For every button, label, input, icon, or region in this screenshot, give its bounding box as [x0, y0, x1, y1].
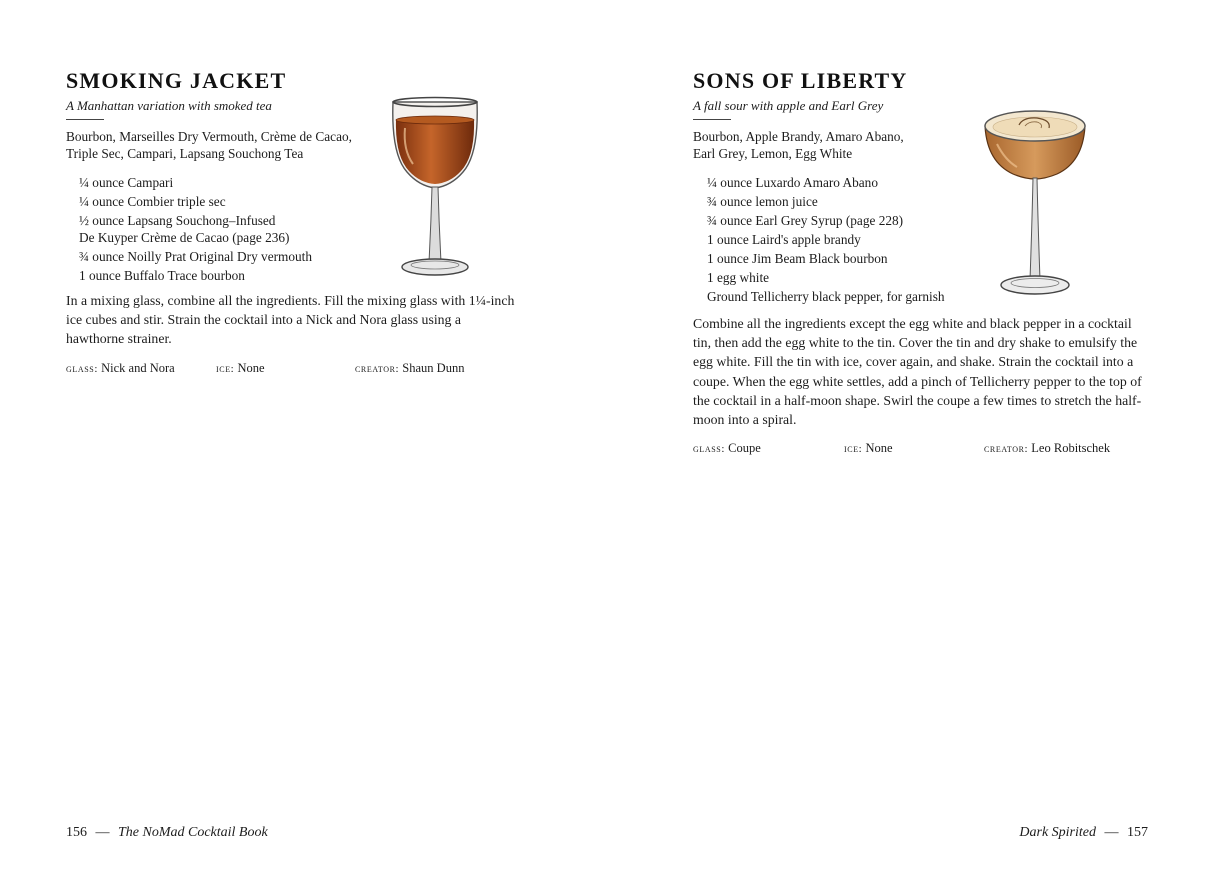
ingredient-item: ¾ ounce Earl Grey Syrup (page 228)	[707, 213, 904, 228]
title-rule	[693, 119, 731, 120]
ingredient-item: ¼ ounce Combier triple sec	[79, 194, 226, 209]
meta-label: glass:	[66, 363, 98, 375]
footer-dash: —	[95, 825, 110, 840]
page-number: 156	[66, 825, 87, 840]
recipe-subtitle: A fall sour with apple and Earl Grey	[693, 98, 884, 113]
page-footer	[1019, 824, 1148, 842]
ingredient-item: 1 ounce Buffalo Trace bourbon	[79, 268, 245, 283]
meta-value: None	[865, 441, 893, 455]
ingredient-item: ¼ ounce Luxardo Amaro Abano	[707, 175, 878, 190]
right-page	[607, 0, 1214, 883]
method-paragraph: Combine all the ingredients except the egg white and black pepper in a cocktail tin, then add the egg white to the tin. Cover the tin and dry shake to emulsify the egg white. Fill the tin with ice, cover again, and shake. Strain the cocktail into a coupe. When the egg white settles, add a pinch of Tellicherry pepper to the top of the cocktail in a half-moon shape. Swirl the coupe a few times to stretch the half-moon into a spiral.	[693, 316, 1142, 428]
page-number: 157	[1127, 825, 1148, 840]
meta-label: ice:	[844, 443, 863, 455]
ingredient-item: 1 ounce Jim Beam Black bourbon	[707, 251, 888, 266]
meta-label: glass:	[693, 443, 725, 455]
ingredient-summary	[693, 128, 993, 162]
ingredient-item: Ground Tellicherry black pepper, for garnish	[707, 289, 945, 304]
meta-value: Nick and Nora	[101, 361, 175, 375]
footer-dash: —	[1104, 825, 1119, 840]
recipe-title: SMOKING JACKET	[66, 68, 287, 93]
ingredient-item: 1 egg white	[707, 270, 770, 285]
meta-label: ice:	[216, 363, 235, 375]
nick-and-nora-glass-illustration	[385, 94, 485, 280]
page-footer	[66, 824, 268, 842]
recipe-title: SONS OF LIBERTY	[693, 68, 908, 93]
ingredient-item: ¾ ounce lemon juice	[707, 194, 818, 209]
meta-label: creator:	[355, 363, 400, 375]
meta-value: None	[237, 361, 265, 375]
ingredient-item: ¾ ounce Noilly Prat Original Dry vermouth	[79, 249, 313, 264]
ingredient-list	[707, 174, 1007, 307]
creator-meta	[984, 440, 1110, 457]
meta-label: creator:	[984, 443, 1029, 455]
summary-line: Triple Sec, Campari, Lapsang Souchong Tea	[66, 146, 304, 161]
recipe-subtitle: A Manhattan variation with smoked tea	[66, 98, 272, 113]
ingredient-summary	[66, 128, 386, 162]
summary-line: Bourbon, Apple Brandy, Amaro Abano,	[693, 129, 904, 144]
section-title: Dark Spirited	[1019, 825, 1096, 840]
method-paragraph: In a mixing glass, combine all the ingredients. Fill the mixing glass with 1¼-inch ice cubes and stir. Strain the cocktail into a Nick and Nora glass using a hawthorne strainer.	[66, 293, 515, 347]
ingredient-item: ½ ounce Lapsang Souchong–Infused De Kuyper Crème de Cacao (page 236)	[79, 213, 290, 245]
ingredient-list	[79, 174, 379, 286]
creator-meta	[355, 360, 464, 377]
book-title: The NoMad Cocktail Book	[118, 825, 268, 840]
ingredient-item: ¼ ounce Campari	[79, 175, 174, 190]
glass-meta	[693, 440, 761, 457]
ice-meta	[216, 360, 265, 377]
summary-line: Bourbon, Marseilles Dry Vermouth, Crème de Cacao,	[66, 129, 352, 144]
coupe-glass-illustration	[979, 104, 1091, 300]
ice-meta	[844, 440, 893, 457]
summary-line: Earl Grey, Lemon, Egg White	[693, 146, 853, 161]
meta-value: Coupe	[728, 441, 761, 455]
glass-meta	[66, 360, 175, 377]
meta-value: Shaun Dunn	[402, 361, 465, 375]
ingredient-item: 1 ounce Laird's apple brandy	[707, 232, 861, 247]
title-rule	[66, 119, 104, 120]
meta-value: Leo Robitschek	[1031, 441, 1111, 455]
